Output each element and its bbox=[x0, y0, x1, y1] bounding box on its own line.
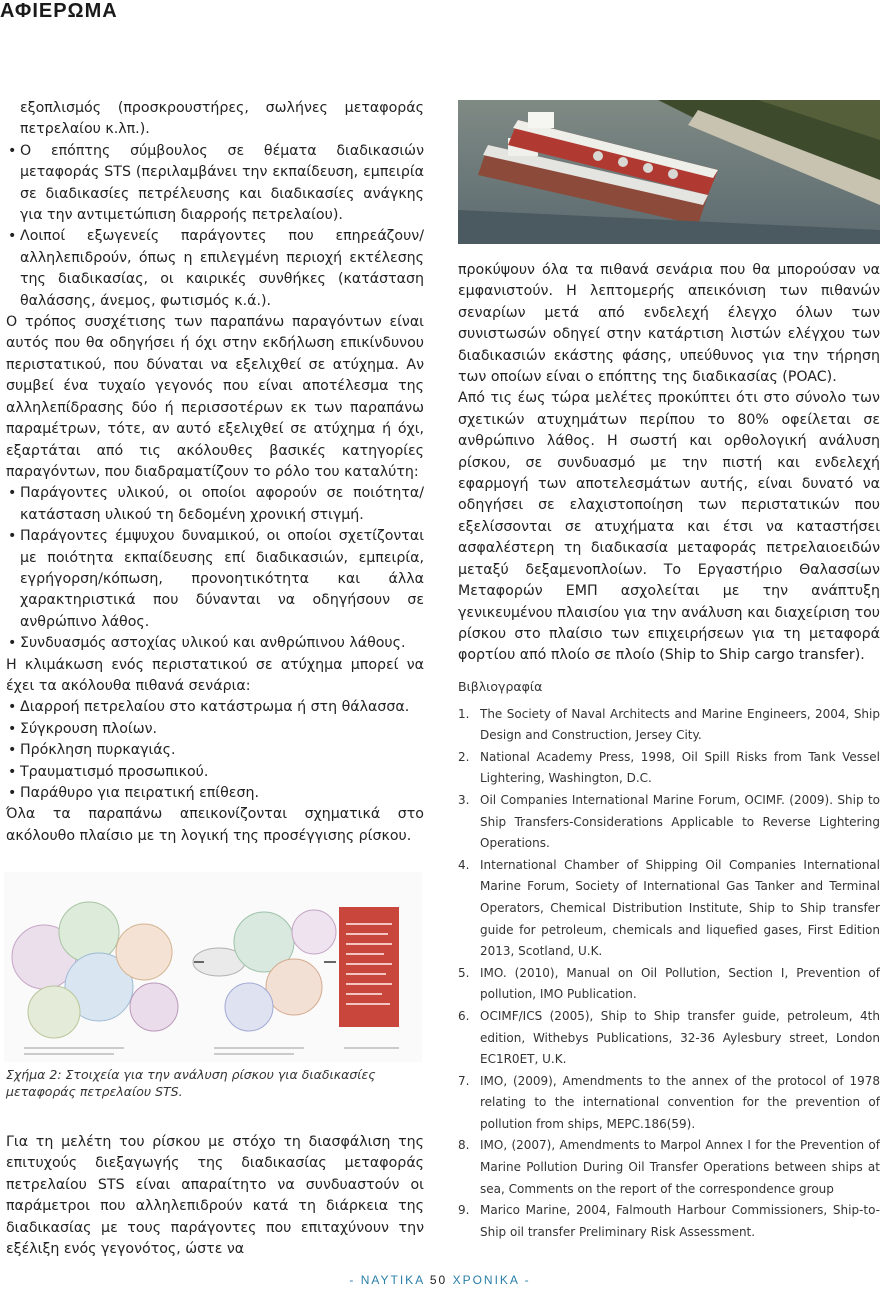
list-item bbox=[458, 747, 880, 790]
item-text: OCIMF/ICS (2005), Ship to Ship transfer guide, petroleum, 4th edition, Withebys Publications, 32-36 Aylesbury street, London EC1R0ET, U.K. bbox=[480, 1008, 880, 1067]
page-number: 50 bbox=[429, 1273, 448, 1287]
section-header: ΑΦΙΕΡΩΜΑ bbox=[0, 0, 118, 22]
item-number: 1. bbox=[458, 706, 470, 721]
list-item bbox=[458, 704, 880, 747]
paragraph: Ο τρόπος συσχέτισης των παραπάνω παραγόντων είναι αυτός που θα οδηγήσει ή όχι στην εκδήλωση επικίνδυνου περιστατικού, που δύναται να εξελιχθεί σε ατύχημα. Αν συμβεί ένα τυχαίο γεγονός που είναι αποτέλεσμα της αλληλεπίδρασης δύο ή περισσοτέρων εκ των παραπάνω παραμέτρων, τότε, αν αυτό εξελιχθεί σε ατύχημα ή όχι, εξαρτάται από τις ακόλουθες βασικές κατηγορίες παραγόντων, που διαδραματίζουν το ρόλο του καταλύτη: bbox=[6, 314, 424, 480]
bullet-list-a bbox=[6, 141, 424, 312]
paragraph: προκύψουν όλα τα πιθανά σενάρια που θα μπορούσαν να εμφανιστούν. Η λεπτομερής απεικόνιση των πιθανών σεναρίων μετά από ενδελεχή έλεγχο όλων των συνιστωσών οδηγεί στην κατάρτιση λιστών ελέγχου των διαδικασιών εκάστης φάσης, υπεύθυνος για την τήρηση των οποίων είναι ο επόπτης της διαδικασίας (POAC). bbox=[458, 262, 880, 386]
item-text: IMO, (2007), Amendments to Marpol Annex I for the Prevention of Marine Pollution During Oil Transfer Operations between ships at sea, Comments on the report of the correspondence group bbox=[480, 1138, 880, 1196]
paragraph: Από τις έως τώρα μελέτες προκύπτει ότι στο σύνολο των σχετικών ατυχημάτων περίπου το 80% οφείλεται σε ανθρώπινο λάθος. Η σωστή και ορθολογική ανάλυση ρίσκου, σε συνδυασμό με την πιστή και ενδελεχή εφαρμογή των αποτελεσμάτων αυτής, είναι δυνατό να οδηγήσει σε ελαχιστοποίηση των περιστατικών που εξελίσσονται σε ατυχήματα και έτσι να καταστήσει ασφαλέστερη τη διαδικασία μεταφοράς πετρελαιοειδών μεταξύ δεξαμενοπλοίων. Το Εργαστήριο Θαλασσίων Μεταφορών ΕΜΠ ασχολείται με την ανάπτυξη γενικευμένου πλαισίου για την ανάλυση και διαχείριση του ρίσκου στο πλαίσιο των επιχειρήσεων για τη μεταφορά φορτίου από πλοίο σε πλοίο (Ship to Ship cargo transfer). bbox=[458, 390, 880, 664]
item-number: 5. bbox=[458, 965, 470, 980]
item-text: Marico Marine, 2004, Falmouth Harbour Commissioners, Ship-to-Ship oil transfer Preliminary Risk Assessment. bbox=[480, 1203, 880, 1239]
right-column bbox=[458, 260, 880, 667]
paragraph: Η κλιμάκωση ενός περιστατικού σε ατύχημα μπορεί να έχει τα ακόλουθα πιθανά σενάρια: bbox=[6, 656, 424, 694]
list-item bbox=[458, 1071, 880, 1136]
item-text: The Society of Naval Architects and Marine Engineers, 2004, Ship Design and Construction, Jersey City. bbox=[480, 706, 880, 743]
left-column bbox=[6, 98, 424, 847]
bullet-list-c bbox=[6, 697, 424, 804]
item-number: 2. bbox=[458, 749, 470, 764]
list-item: • Λοιποί εξωγενείς παράγοντες που επηρεάζουν/αλληλεπιδρούν, όπως η επιλεγμένη περιοχή εκτέλεσης της διαδικασίας, οι καιρικές συνθήκες (κατάσταση θαλάσσης, άνεμος, φωτισμός κ.ά.). bbox=[6, 226, 424, 312]
item-text: National Academy Press, 1998, Oil Spill Risks from Tank Vessel Lightering, Washington, D.C. bbox=[480, 749, 880, 786]
list-item bbox=[458, 1200, 880, 1243]
list-item: • Παράθυρο για πειρατική επίθεση. bbox=[6, 783, 424, 804]
bibliography bbox=[458, 676, 880, 1243]
bullet-list-b bbox=[6, 483, 424, 654]
list-item: • Σύγκρουση πλοίων. bbox=[6, 719, 424, 740]
risk-diagram-figure bbox=[4, 872, 422, 1062]
page-footer bbox=[0, 1273, 880, 1287]
item-number: 9. bbox=[458, 1203, 470, 1218]
figure-caption: Σχήμα 2: Στοιχεία για την ανάλυση ρίσκου για διαδικασίες μεταφοράς πετρελαίου STS. bbox=[6, 1067, 376, 1099]
list-item: • Διαρροή πετρελαίου στο κατάστρωμα ή στη θάλασσα. bbox=[6, 697, 424, 718]
risk-diagram-illustration bbox=[4, 872, 422, 1062]
item-text: IMO. (2010), Manual on Oil Pollution, Section I, Prevention of pollution, IMO Publication. bbox=[480, 965, 880, 1002]
list-item: • Τραυματισμό προσωπικού. bbox=[6, 762, 424, 783]
paragraph: Για τη μελέτη του ρίσκου με στόχο τη διασφάλιση της επιτυχούς διεξαγωγής της διαδικασίας μεταφοράς πετρελαίου STS είναι απαραίτητο να συνδυαστούν οι παράμετροι που αλληλεπιδρούν κατά τη διάρκεια της διαδικασίας με τους παράγοντες που επιταχύνουν την εξέλιξη ενός γεγονότος, ώστε να bbox=[6, 1134, 424, 1258]
list-item bbox=[458, 963, 880, 1006]
list-item: • Ο επόπτης σύμβουλος σε θέματα διαδικασιών μεταφοράς STS (περιλαμβάνει την εκπαίδευση, εμπειρία σε διαδικασίες πετρέλευσης και διαδικασίες ανάγκης για την αντιμετώπιση διαρροής πετρελαίου). bbox=[6, 141, 424, 227]
item-text: Oil Companies International Marine Forum, OCIMF. (2009). Ship to Ship Transfers-Considerations Applicable to Reverse Lightering Operations. bbox=[480, 792, 880, 851]
footer-right: ΧΡΟΝΙΚΑ - bbox=[447, 1273, 531, 1287]
bibliography-list bbox=[458, 704, 880, 1244]
left-column-bottom bbox=[6, 1132, 424, 1260]
intro-continuation: εξοπλισμός (προσκρουστήρες, σωλήνες μεταφοράς πετρελαίου κ.λπ.). bbox=[20, 100, 424, 138]
tankers-photo bbox=[458, 100, 880, 244]
list-item: • Συνδυασμός αστοχίας υλικού και ανθρώπινου λάθους. bbox=[6, 633, 424, 654]
item-number: 6. bbox=[458, 1008, 470, 1023]
list-item bbox=[458, 1135, 880, 1200]
list-item: • Πρόκληση πυρκαγιάς. bbox=[6, 740, 424, 761]
list-item bbox=[458, 855, 880, 963]
ship-to-ship-transfer-image bbox=[458, 100, 880, 244]
item-number: 4. bbox=[458, 857, 470, 872]
list-item: • Παράγοντες υλικού, οι οποίοι αφορούν σε ποιότητα/κατάσταση υλικού τη δεδομένη χρονική στιγμή. bbox=[6, 483, 424, 526]
bibliography-heading: Βιβλιογραφία bbox=[458, 679, 543, 694]
list-item bbox=[458, 790, 880, 855]
paragraph: Όλα τα παραπάνω απεικονίζονται σχηματικά στο ακόλουθο πλαίσιο με τη λογική της προσέγγισης ρίσκου. bbox=[6, 806, 424, 844]
list-item bbox=[458, 1006, 880, 1071]
item-text: International Chamber of Shipping Oil Companies International Marine Forum, Society of International Gas Tanker and Terminal Operators, Chemical Distribution Institute, Ship to Ship transfer guide for petroleum, chemicals and liquefied gases, First Edition 2013, Scotland, U.K. bbox=[480, 857, 880, 959]
item-number: 7. bbox=[458, 1073, 470, 1088]
item-number: 3. bbox=[458, 792, 470, 807]
footer-left: - ΝΑΥΤΙΚΑ bbox=[349, 1273, 430, 1287]
item-text: IMO, (2009), Amendments to the annex of the protocol of 1978 relating to the international convention for the prevention of pollution from ships, MEPC.186(59). bbox=[480, 1073, 880, 1131]
list-item: • Παράγοντες έμψυχου δυναμικού, οι οποίοι σχετίζονται με ποιότητα εκπαίδευσης επί διαδικασιών, εμπειρία, εγρήγορση/κόπωση, προνοητικότητα και άλλα χαρακτηριστικά που δύνανται να οδηγήσουν σε ανθρώπινο λάθος. bbox=[6, 526, 424, 633]
item-number: 8. bbox=[458, 1138, 470, 1153]
